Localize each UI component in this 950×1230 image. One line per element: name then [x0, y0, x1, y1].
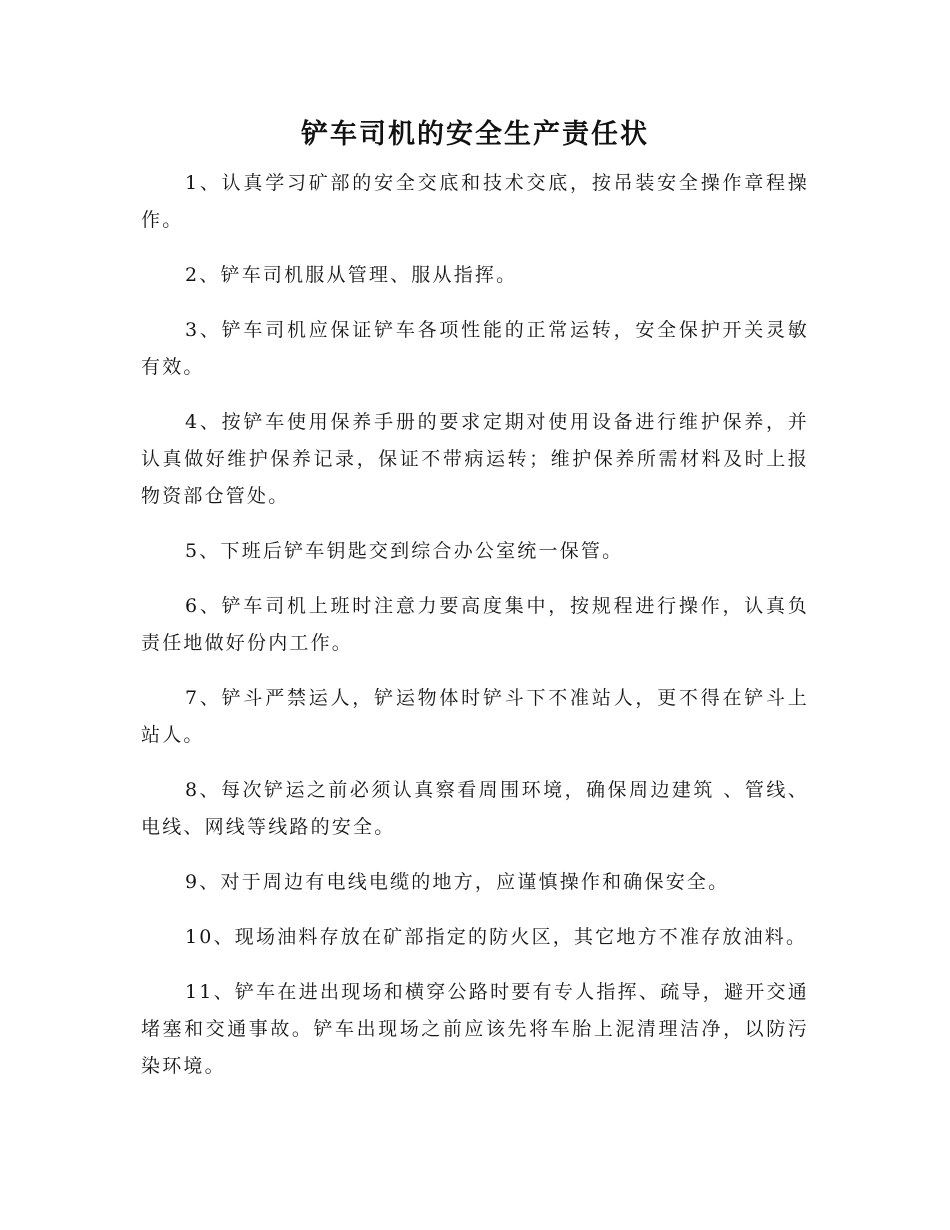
paragraph-6: 6、铲车司机上班时注意力要高度集中，按规程进行操作，认真负责任地做好份内工作。 — [141, 595, 809, 654]
paragraph-11: 11、铲车在进出现场和横穿公路时要有专人指挥、疏导，避开交通堵塞和交通事故。铲车出现场之前应该先将车胎上泥清理洁净，以防污染环境。 — [141, 981, 809, 1077]
paragraph-1: 1、认真学习矿部的安全交底和技术交底，按吊装安全操作章程操作。 — [141, 172, 809, 231]
paragraph-7: 7、铲斗严禁运人，铲运物体时铲斗下不准站人，更不得在铲斗上站人。 — [141, 687, 809, 746]
paragraph-9: 9、对于周边有电线电缆的地方，应谨慎操作和确保安全。 — [185, 871, 730, 893]
paragraph-10: 10、现场油料存放在矿部指定的防火区，其它地方不准存放油料。 — [185, 926, 808, 948]
document-title: 铲车司机的安全生产责任状 — [301, 119, 649, 150]
paragraph-5: 5、下班后铲车钥匙交到综合办公室统一保管。 — [185, 540, 624, 562]
paragraph-8: 8、每次铲运之前必须认真察看周围环境，确保周边建筑 、管线、电线、网线等线路的安全。 — [141, 779, 809, 838]
paragraph-4: 4、按铲车使用保养手册的要求定期对使用设备进行维护保养，并认真做好维护保养记录，保证不带病运转；维护保养所需材料及时上报物资部仓管处。 — [141, 411, 809, 507]
document-body — [141, 165, 809, 1103]
paragraph-3: 3、铲车司机应保证铲车各项性能的正常运转，安全保护开关灵敏有效。 — [141, 319, 809, 378]
paragraph-2: 2、铲车司机服从管理、服从指挥。 — [185, 264, 518, 286]
